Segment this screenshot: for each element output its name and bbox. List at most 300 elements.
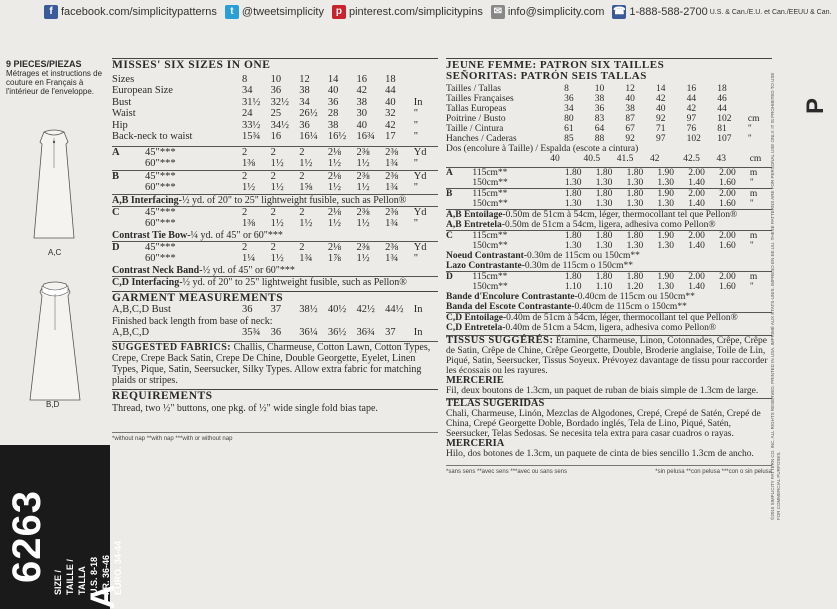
table-cell: 2⅜: [356, 170, 370, 182]
table-cell: 2⅜: [385, 241, 399, 253]
table-cell: 102: [717, 114, 732, 124]
legal-text: ©2015 SIMPLICITY PATTERN CO. INC. ALL RIGHTS RESERVED. PRINTED IN USA. IMPRIMÉ AUX ÉTATS-UNIS. IMPRESO EN EE.UU. THESE PATTERNS ARE FOR PERSONAL USE ONLY. IT IS PROHIBITED TO USE FOR COMMERCIAL PURPOSES.: [770, 72, 781, 520]
table-cell: ": [413, 131, 418, 142]
table-cell: 2: [241, 241, 248, 253]
yardage-table-b: [112, 170, 438, 194]
table-cell: 1.80: [564, 231, 582, 241]
table-row: [112, 85, 438, 97]
table-cell: [446, 154, 550, 164]
table-cell: 34: [564, 104, 574, 114]
table-cell: Poitrine / Busto: [446, 114, 506, 124]
table-cell: 44: [717, 104, 727, 114]
english-column: [112, 58, 438, 445]
mercerie-title: MERCERIE: [446, 375, 504, 386]
table-cell: 60"***: [145, 158, 176, 169]
table-row: [112, 218, 438, 230]
table-cell: 2⅛: [327, 206, 341, 218]
table-cell: 1.80: [626, 168, 644, 178]
table-cell: 2: [270, 206, 276, 218]
table-cell: 1.30: [564, 241, 582, 251]
table-cell: 115cm**: [472, 272, 508, 282]
table-cell: 1.30: [626, 199, 644, 209]
table-row: [446, 282, 772, 292]
table-cell: 8: [241, 73, 248, 85]
tissus-suggeres: TISSUS SUGGÉRÉS: Étamine, Charmeuse, Linon, Cotonnades, Crêpe, Crêpe de Satin, Crêpe de Chine, Crêpe Georgette, Double, Broderie anglaise, Toile de Lin, Piqué, Satin, Seersucker, Tissus Soyeux. Prévoyez davantage de tissu pour raccorder les écossais ou les rayures.: [446, 335, 772, 376]
table-cell: 2⅜: [356, 206, 370, 218]
table-cell: Waist: [112, 108, 136, 119]
table-row: [446, 104, 772, 114]
table-cell: 34: [241, 85, 253, 96]
table-cell: Bust: [112, 96, 132, 108]
table-cell: 2: [241, 170, 248, 182]
pinterest-link[interactable]: p pinterest.com/simplicitypins: [332, 5, 483, 19]
facebook-icon: f: [44, 5, 58, 19]
table-cell: 88: [594, 134, 605, 144]
suggested-fabrics: SUGGESTED FABRICS: Challis, Charmeuse, Cotton Lawn, Cotton Types, Crepe, Crepe Back Satin, Crepe De Chine, Double Georgette, Eyelet, Linen Types, Pique, Satin, Seersucker, Silky Types. Allow extra fabric for matching plaids or stripes.: [112, 341, 438, 386]
mercerie-text: Fil, deux boutons de 1.3cm, un paquet de ruban de biais simple de 1.3cm de large.: [446, 386, 759, 396]
table-cell: C: [446, 231, 453, 241]
table-cell: 1.80: [626, 231, 644, 241]
table-row: [446, 178, 772, 188]
table-row: [446, 199, 772, 209]
table-cell: 1½: [327, 218, 341, 229]
table-cell: 2⅛: [327, 146, 341, 158]
view-bd-sketch: [10, 280, 100, 410]
table-cell: 115cm**: [472, 189, 508, 199]
table-cell: ": [413, 119, 418, 131]
metrage-table-b: [446, 188, 772, 209]
table-cell: 18: [385, 73, 396, 85]
table-cell: 1.40: [688, 282, 705, 292]
telas-title: TELAS SUGERIDAS: [446, 398, 772, 409]
english-footnote: *without nap **with nap ***with or without nap: [112, 432, 438, 446]
side-letter: P: [802, 97, 830, 115]
size-sku-block: [0, 445, 123, 609]
table-cell: Taille / Cintura: [446, 124, 504, 134]
table-cell: 1¾: [385, 218, 399, 229]
telas-text: Chali, Charmeuse, Linón, Mezclas de Algodones, Crepé, Crepé de Satén, Crepé de China, Crepé Georgette Doble, Bordado inglés, Tela de Lino, Piqué, Satén, Seersucker, Telas Sedosas. Se necesita tela extra para casar cuadros o rayas.: [446, 409, 761, 439]
table-cell: 44½: [385, 304, 404, 315]
pieces-count: 9 PIECES/PIEZAS: [6, 59, 82, 69]
table-cell: 36: [270, 326, 282, 338]
table-cell: A,B,C,D: [112, 326, 150, 338]
table-cell: 44: [385, 85, 396, 96]
table-row: [112, 131, 438, 143]
table-cell: 150cm**: [472, 199, 508, 209]
table-cell: 1.60: [719, 199, 736, 209]
table-cell: 1.90: [657, 189, 675, 199]
table-cell: 16: [270, 131, 282, 142]
phone-icon: ☎: [613, 6, 626, 17]
email-link[interactable]: ✉ info@simplicity.com: [491, 5, 605, 19]
table-cell: ": [413, 182, 418, 193]
table-cell: 2: [241, 206, 248, 218]
table-cell: 10: [270, 73, 282, 85]
table-cell: 38½: [299, 304, 318, 315]
table-cell: 1.40: [688, 178, 705, 188]
table-cell: B: [112, 170, 120, 182]
english-title: MISSES' SIX SIZES IN ONE: [112, 58, 438, 72]
requirements-text: Thread, two ½" buttons, one pkg. of ½" wide single fold bias tape.: [112, 402, 378, 414]
table-cell: Yd: [413, 170, 427, 182]
size-range-text: SIZE / TAILLE / TALLA U.S. 8-18 FR. 36-46 EURO. 34-44: [53, 540, 123, 595]
french-spanish-column: [446, 58, 772, 477]
table-cell: 2: [299, 241, 305, 253]
table-cell: 1.80: [595, 272, 613, 282]
table-cell: ": [749, 282, 754, 292]
table-row: [446, 154, 772, 164]
facebook-link[interactable]: f facebook.com/simplicitypatterns: [44, 5, 217, 19]
table-cell: ": [413, 108, 418, 119]
table-cell: 28: [327, 108, 339, 119]
table-cell: 1½: [241, 182, 256, 193]
entoilage-ab: A,B Entoilage-0.50m de 51cm à 54cm, léger, thermocollant tel que Pellon®: [446, 209, 772, 220]
table-cell: 16½: [327, 131, 347, 142]
table-cell: 60"***: [145, 218, 176, 229]
table-cell: 1.60: [719, 178, 736, 188]
table-cell: A: [112, 146, 120, 158]
table-cell: 8: [564, 84, 569, 94]
lazo-contrastante: Lazo Contrastante-0.30m de 115cm o 150cm**: [446, 261, 633, 271]
body-measurements-table: [112, 74, 438, 143]
table-cell: 1½: [299, 218, 313, 229]
view-bd-label: B,D: [46, 400, 60, 409]
table-cell: 80: [564, 114, 574, 124]
table-cell: D: [112, 241, 120, 253]
table-cell: European Size: [112, 85, 173, 96]
table-cell: B: [446, 189, 453, 199]
table-cell: 34: [299, 96, 310, 108]
table-cell: 1¾: [299, 253, 313, 264]
yardage-table-c: [112, 206, 438, 230]
table-cell: 33½: [241, 119, 261, 131]
table-cell: 1.30: [657, 282, 675, 292]
table-cell: 1½: [270, 182, 284, 193]
table-cell: 36: [327, 96, 339, 108]
table-row: [112, 304, 438, 316]
table-cell: 12: [625, 84, 635, 94]
table-cell: 2⅛: [327, 170, 341, 182]
table-cell: 40: [656, 104, 666, 114]
garment-back-label: Finished back length from base of neck:: [112, 315, 273, 327]
table-cell: 92: [656, 114, 666, 124]
table-row: [112, 74, 438, 86]
pinterest-icon: p: [332, 5, 346, 19]
table-cell: 36: [594, 104, 605, 114]
table-cell: 1¼: [241, 253, 256, 264]
table-cell: 2: [270, 146, 276, 158]
table-row: [446, 231, 772, 242]
table-cell: 1.60: [719, 241, 736, 251]
table-cell: 97: [686, 114, 697, 124]
table-row: [112, 170, 438, 182]
table-cell: [748, 94, 772, 104]
table-cell: 2: [299, 146, 305, 158]
table-cell: 1.80: [626, 189, 644, 199]
table-cell: 38: [594, 94, 605, 104]
table-cell: 36½: [327, 326, 347, 338]
table-cell: 42.5: [683, 154, 700, 164]
table-cell: 42: [356, 85, 367, 96]
table-cell: 26½: [299, 108, 318, 119]
table-cell: 42½: [356, 304, 375, 315]
table-cell: Tailles Françaises: [446, 94, 514, 104]
table-cell: 150cm**: [472, 178, 508, 188]
table-cell: 40: [625, 94, 635, 104]
table-cell: [446, 178, 472, 188]
table-cell: 115cm**: [472, 231, 508, 241]
table-cell: ": [413, 218, 418, 229]
table-cell: 30: [356, 108, 367, 119]
table-cell: 36¼: [299, 326, 318, 338]
table-cell: 2⅜: [356, 146, 370, 158]
french-spanish-title: JEUNE FEMME: PATRON SIX TAILLES SEÑORITAS: PATRÓN SEIS TALLAS: [446, 58, 772, 82]
table-row: [112, 97, 438, 109]
table-cell: [446, 241, 472, 251]
table-cell: 87: [625, 114, 635, 124]
table-row: [446, 114, 772, 124]
table-cell: 1⅝: [299, 182, 313, 193]
dos-label: Dos (encolure à Taille) / Espalda (escote a cintura): [446, 144, 639, 154]
table-cell: 15¾: [241, 131, 261, 142]
table-cell: 36¾: [356, 326, 375, 338]
table-cell: 2.00: [688, 231, 705, 241]
table-cell: [112, 158, 145, 170]
table-cell: 46: [717, 94, 727, 104]
table-cell: Yd: [413, 241, 427, 253]
table-row: [446, 124, 772, 134]
table-cell: 1.80: [564, 189, 582, 199]
table-cell: 35¾: [241, 326, 261, 338]
table-cell: 2: [270, 241, 276, 253]
table-cell: 45"***: [145, 170, 176, 182]
table-cell: 2: [270, 170, 276, 182]
table-cell: 2.00: [688, 272, 705, 282]
table-cell: m: [749, 231, 758, 241]
table-cell: 1.30: [564, 199, 582, 209]
table-cell: 2.00: [719, 231, 736, 241]
table-cell: D: [446, 272, 453, 282]
table-cell: 2⅜: [385, 206, 399, 218]
table-cell: cm: [749, 154, 762, 164]
table-row: [446, 241, 772, 251]
table-cell: 1½: [270, 218, 284, 229]
table-cell: 1.30: [657, 178, 675, 188]
table-cell: 2.00: [719, 272, 736, 282]
table-cell: 1.30: [657, 241, 675, 251]
table-cell: 1.80: [595, 189, 613, 199]
table-cell: 1.90: [657, 168, 675, 178]
table-cell: 1⅜: [241, 218, 256, 229]
table-cell: [748, 84, 772, 94]
table-cell: m: [749, 189, 758, 199]
twitter-link[interactable]: t @tweetsimplicity: [225, 5, 324, 19]
table-cell: 40: [550, 154, 560, 164]
table-cell: 85: [564, 134, 574, 144]
table-row: [112, 253, 438, 265]
metrage-table-d: [446, 271, 772, 292]
yardage-table-d: [112, 241, 438, 265]
table-cell: 1½: [270, 253, 284, 264]
table-cell: ": [749, 178, 754, 188]
table-cell: 115cm**: [472, 168, 508, 178]
table-cell: 150cm**: [472, 282, 508, 292]
table-cell: 60"***: [145, 182, 176, 193]
table-cell: 1.80: [595, 168, 613, 178]
pieces-info: [0, 60, 110, 96]
table-cell: 2: [299, 170, 305, 182]
table-cell: 40½: [327, 304, 347, 315]
table-row: [112, 120, 438, 132]
table-cell: m: [749, 168, 758, 178]
table-cell: 1.30: [595, 199, 613, 209]
table-cell: 1.80: [564, 272, 582, 282]
table-cell: 2⅜: [385, 146, 399, 158]
table-cell: cm: [747, 114, 760, 124]
table-cell: 61: [564, 124, 574, 134]
noeud-contrastant: Noeud Contrastant-0.30m de 115cm ou 150cm**: [446, 251, 640, 261]
table-cell: 107: [717, 134, 732, 144]
table-cell: 34½: [270, 119, 289, 131]
fr-es-footnotes: *sans sens **avec sens ***avec ou sans sens *sin pelusa **con pelusa ***con o sin pelusa: [446, 465, 772, 477]
table-row: [112, 241, 438, 253]
banda-escote: Banda del Escote Contrastante-0.40cm de 115cm o 150cm**: [446, 302, 687, 312]
table-cell: 2⅜: [356, 241, 370, 253]
table-cell: 2.00: [719, 168, 736, 178]
interfacing-cd: C,D Interfacing-½ yd. of 20" to 25" lightweight fusible, such as Pellon®: [112, 276, 438, 288]
table-cell: 1.10: [595, 282, 613, 292]
table-cell: Yd: [413, 206, 427, 218]
merceria-title: MERCERIA: [446, 438, 505, 449]
table-cell: 40: [327, 85, 339, 96]
table-cell: 1½: [356, 182, 370, 193]
table-cell: 60"***: [145, 253, 176, 264]
table-cell: Hanches / Caderas: [446, 134, 517, 144]
table-cell: 36: [299, 119, 310, 131]
table-cell: 16¾: [356, 131, 375, 142]
table-cell: 1.80: [595, 231, 613, 241]
table-cell: 92: [625, 134, 635, 144]
table-row: [446, 134, 772, 144]
interfacing-ab: A,B Interfacing-½ yd. of 20" to 25" lightweight fusible, such as Pellon®: [112, 194, 438, 206]
table-row: [446, 84, 772, 94]
phone-link[interactable]: ☎ 1-888-588-2700 U.S. & Can./E.U. et Can./EEUU & Can.: [613, 6, 832, 18]
table-cell: 1.40: [688, 199, 705, 209]
table-cell: 1.90: [657, 272, 675, 282]
garment-back-row: [112, 327, 438, 339]
table-cell: 38: [356, 96, 367, 108]
table-cell: 1.10: [564, 282, 582, 292]
table-cell: 42: [656, 94, 666, 104]
table-cell: 25: [270, 108, 282, 119]
table-cell: [446, 282, 472, 292]
table-cell: 10: [594, 84, 605, 94]
table-cell: 1.40: [688, 241, 705, 251]
metrage-table-c: [446, 230, 772, 251]
table-cell: 1.30: [626, 241, 644, 251]
requirements-title: REQUIREMENTS: [112, 389, 438, 403]
entretela-cd: C,D Entretela-0.40m de 51cm a 54cm, ligera, adhesiva como Pellon®: [446, 323, 717, 333]
table-cell: [748, 104, 772, 114]
table-row: [112, 182, 438, 194]
table-row: [446, 168, 772, 179]
view-ac-sketch: [14, 128, 94, 248]
table-cell: A: [446, 168, 453, 178]
table-cell: ": [747, 134, 752, 144]
table-cell: 42: [385, 119, 396, 131]
table-cell: 1.20: [626, 282, 644, 292]
table-cell: ": [413, 158, 418, 169]
table-cell: ": [749, 199, 754, 209]
table-cell: ": [747, 124, 752, 134]
table-cell: 32: [385, 108, 396, 119]
table-cell: C: [112, 206, 120, 218]
table-cell: 81: [717, 124, 727, 134]
table-cell: In: [413, 96, 423, 108]
table-cell: Tallas Europeas: [446, 104, 507, 114]
garment-bust-row: [112, 304, 438, 316]
entoilage-cd: C,D Entoilage-0.40m de 51cm à 54cm, léger, thermocollant tel que Pellon®: [446, 312, 772, 323]
email-icon: ✉: [491, 5, 505, 19]
table-cell: 102: [686, 134, 701, 144]
table-cell: 2.00: [688, 189, 705, 199]
table-cell: ": [413, 253, 418, 264]
table-cell: 14: [327, 73, 339, 85]
table-cell: 1½: [327, 182, 341, 193]
table-cell: 97: [656, 134, 666, 144]
table-cell: 16¼: [299, 131, 318, 142]
table-row: [112, 146, 438, 158]
table-cell: 2.00: [719, 189, 736, 199]
table-cell: 36: [241, 304, 253, 315]
table-cell: 2: [241, 146, 248, 158]
table-cell: 36: [564, 94, 574, 104]
view-ac-label: A,C: [48, 248, 62, 257]
table-row: [112, 327, 438, 339]
garment-measurements-title: GARMENT MEASUREMENTS: [112, 291, 438, 305]
table-cell: In: [413, 304, 423, 315]
table-cell: 38: [625, 104, 635, 114]
table-cell: Tailles / Tallas: [446, 84, 501, 94]
table-cell: 83: [594, 114, 605, 124]
table-cell: 17: [385, 131, 396, 142]
table-cell: 40: [385, 96, 396, 108]
table-cell: Sizes: [112, 73, 135, 85]
table-row: [446, 272, 772, 283]
table-cell: 1¾: [385, 158, 399, 169]
table-cell: 2⅛: [327, 241, 341, 253]
pieces-note: Métrages et instructions de couture en Français à l'intérieur de l'enveloppe.: [6, 69, 103, 96]
table-cell: 1⅜: [241, 158, 256, 169]
table-cell: [414, 74, 438, 86]
table-cell: 36: [270, 85, 282, 96]
table-cell: 64: [594, 124, 605, 134]
table-row: [112, 108, 438, 120]
metrage-table-a: [446, 167, 772, 188]
mesures-table: [446, 84, 772, 144]
table-cell: 1½: [356, 218, 370, 229]
table-cell: 1.90: [657, 231, 675, 241]
entretela-ab: A,B Entretela-0.50m de 51cm a 54cm, ligera, adhesiva como Pellon®: [446, 220, 716, 230]
twitter-icon: t: [225, 5, 239, 19]
table-cell: 1½: [270, 158, 284, 169]
table-cell: 37: [385, 326, 396, 338]
table-row: [112, 158, 438, 170]
table-cell: 45"***: [145, 206, 176, 218]
table-cell: 44: [686, 94, 697, 104]
table-cell: 12: [299, 73, 310, 85]
table-cell: 76: [686, 124, 697, 134]
